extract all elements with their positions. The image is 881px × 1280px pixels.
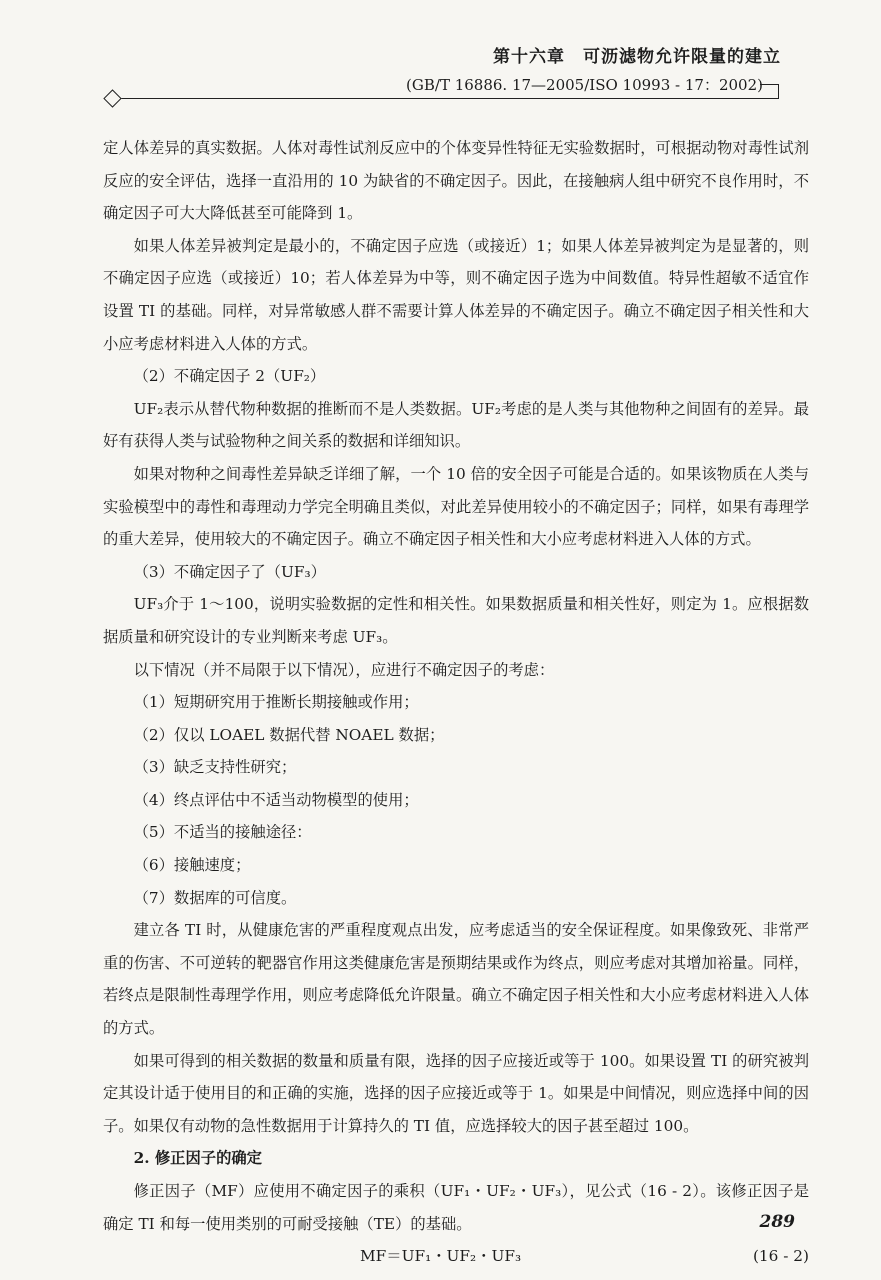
paragraph: 如果人体差异被判定是最小的，不确定因子应选（或接近）1；如果人体差异被判定为是显著的，则不确定因子应选（或接近）10；若人体差异为中等，则不确定因子选为中间数值。特异性超敏不适宜作设置 TI 的基础。同样，对异常敏感人群不需要计算人体差异的不确定因子。确立不确定因子相关性和大小应考虑材料进入人体的方式。 — [103, 236, 809, 353]
header-rule-end-icon — [760, 84, 779, 99]
paragraph: 如果可得到的相关数据的数量和质量有限，选择的因子应接近或等于 100。如果设置 TI 的研究被判定其设计适于使用目的和正确的实施，选择的因子应接近或等于 1。如果是中间情况，则应选择中间的因子。如果仅有动物的急性数据用于计算持久的 TI 值，应选择较大的因子甚至超过 100。 — [103, 1051, 809, 1135]
list-item: （2）仅以 LOAEL 数据代替 NOAEL 数据； — [133, 725, 445, 744]
page-number: 289 — [759, 1212, 795, 1232]
list-item: （7）数据库的可信度。 — [133, 888, 297, 907]
formula-expression: MF＝UF₁・UF₂・UF₃ — [360, 1247, 522, 1266]
list-item: （6）接触速度； — [133, 856, 251, 875]
paragraph: 建立各 TI 时，从健康危害的严重程度观点出发，应考虑适当的安全保证程度。如果像致死、非常严重的伤害、不可逆转的靶器官作用这类健康危害是预期结果或作为终点，则应考虑对其增加裕量。同样，若终点是限制性毒理学作用，则应考虑降低允许限量。确立不确定因子相关性和大小应考虑材料进入人体的方式。 — [103, 921, 809, 1038]
paragraph: 定人体差异的真实数据。人体对毒性试剂反应中的个体变异性特征无实验数据时，可根据动物对毒性试剂反应的安全评估，选择一直沿用的 10 为缺省的不确定因子。因此，在接触病人组中研究不良作用时，不确定因子可大大降低甚至可能降到 1。 — [103, 139, 809, 223]
list-item: （4）终点评估中不适当动物模型的使用； — [133, 790, 419, 809]
paragraph: 以下情况（并不局限于以下情况），应进行不确定因子的考虑： — [133, 660, 555, 679]
formula — [103, 1240, 809, 1273]
formula-number: (16 - 2) — [752, 1247, 809, 1266]
paragraph: 修正因子（MF）应使用不确定因子的乘积（UF₁・UF₂・UF₃），见公式（16 - 2）。该修正因子是确定 TI 和每一使用类别的可耐受接触（TE）的基础。 — [103, 1182, 809, 1233]
paragraph: UF₃介于 1～100，说明实验数据的定性和相关性。如果数据质量和相关性好，则定为 1。应根据数据质量和研究设计的专业判断来考虑 UF₃。 — [103, 595, 809, 646]
subsection-heading: （3）不确定因子了（UF₃） — [133, 562, 326, 581]
list-item: （5）不适当的接触途径： — [133, 823, 312, 842]
list-item: （3）缺乏支持性研究； — [133, 758, 297, 777]
paragraph: UF₂表示从替代物种数据的推断而不是人类数据。UF₂考虑的是人类与其他物种之间固有的差异。最好有获得人类与试验物种之间关系的数据和详细知识。 — [103, 399, 809, 451]
paragraph: 如果对物种之间毒性差异缺乏详细了解，一个 10 倍的安全因子可能是合适的。如果该物质在人类与实验模型中的毒性和毒理动力学完全明确且类似，对此差异使用较小的不确定因子；同样，如果有毒理学的重大差异，使用较大的不确定因子。确立不确定因子相关性和大小应考虑材料进入人体的方式。 — [103, 464, 809, 549]
header-rule — [118, 98, 778, 99]
standard-code: (GB/T 16886. 17—2005/ISO 10993 - 17：2002) — [406, 76, 763, 94]
chapter-title: 第十六章 可沥滤物允许限量的建立 — [493, 47, 781, 67]
subsection-heading: （2）不确定因子 2（UF₂） — [133, 367, 326, 386]
page-body — [103, 132, 809, 1273]
diamond-icon — [103, 89, 121, 107]
section-heading: 2. 修正因子的确定 — [133, 1149, 262, 1168]
list-item: （1）短期研究用于推断长期接触或作用； — [133, 693, 419, 712]
